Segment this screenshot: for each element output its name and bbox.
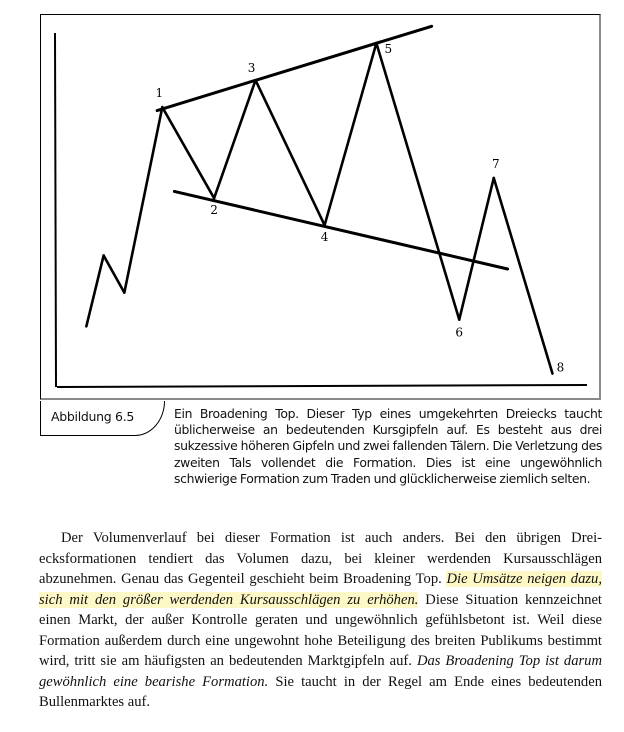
body-text-part1: Der Volumenverlauf bei dieser Formation ist auch anders. Bei den übrigen Dreiecksformationen tendiert das Volumen dazu, bei kleiner werdenden Kursausschlägen abzunehmen. Genau das Gegenteil geschieht beim Broadening Top. [39,530,602,587]
figure-label: Abbildung 6.5 [51,409,135,424]
x-axis [57,385,587,387]
body-text-part3: Sie taucht in der Regel am Ende eines bedeutenden Bullenmarktes auf. [39,673,603,710]
price-segment [325,43,377,225]
point-label-2: 2 [210,203,218,218]
point-label-4: 4 [320,230,329,245]
point-label-5: 5 [384,42,393,57]
point-label-8: 8 [556,360,565,375]
point-label-7: 7 [491,156,500,171]
price-segment [376,43,459,319]
body-paragraph [39,528,602,713]
price-segment [459,178,494,320]
price-segment [86,256,103,327]
body-text-part2: Diese Situation kennzeichnet einen Markt, der außer Kontrolle geraten und ungewöhnlich gefühlsbetont ist. Weil diese Formation außerdem durch eine ungewohnt hohe Beteiligung des breiten Publikums bestimmt wird, tritt sie am häufigsten an bedeutenden Marktgipfeln auf. [39,591,602,669]
italic-text: Das Broadening Top ist darum gewöhnlich eine bearishe Formation. [39,653,603,690]
point-label-3: 3 [247,61,256,76]
price-segment [124,107,162,292]
price-segment [214,80,255,198]
price-segment [162,107,214,198]
figure-caption: Ein Broadening Top. Dieser Typ eines umgekehrten Dreiecks taucht üblicherweise an bedeutenden Kursgipfeln auf. Es besteht aus drei sukzessive höheren Gipfeln und zwei fallenden Tälern. Die Verletzung des zweiten Tals vollendet die Formation. Dies ist eine ungewöhnlich schwierige Formation zum Traden und glücklicherweise ziemlich selten. [174,406,602,486]
point-label-6: 6 [455,325,464,340]
point-label-1: 1 [155,86,164,101]
highlighted-text[interactable]: Die Umsätze neigen dazu, sich mit den größer werdenden Kursausschlägen zu erhöhen. [39,571,603,608]
price-segment [494,178,553,374]
trendline-lower [174,191,507,269]
trendline-upper [157,26,431,110]
price-segment [256,80,325,225]
y-axis [55,33,56,387]
price-segment [104,256,125,293]
